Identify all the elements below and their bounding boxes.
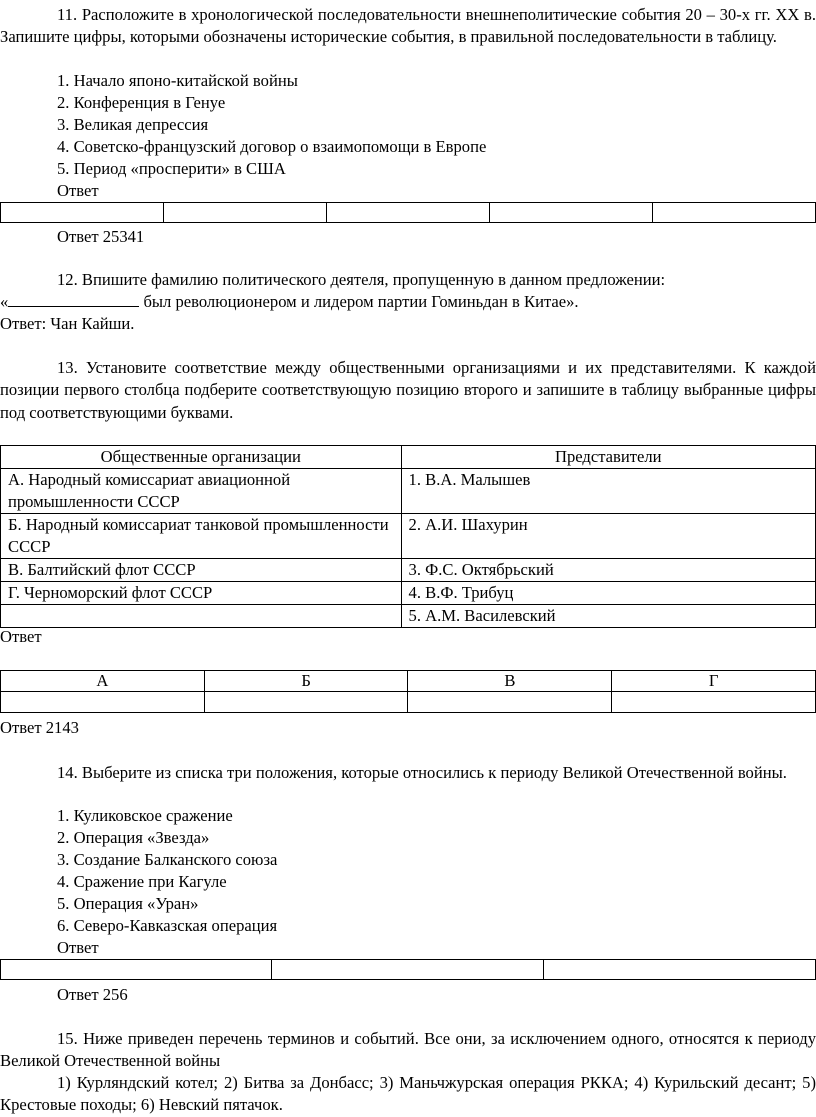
q11-option-2: 2. Конференция в Генуе <box>57 93 226 112</box>
letter-a: А <box>1 671 205 692</box>
q13-match-table <box>0 445 816 628</box>
q13-prompt: 13. Установите соответствие между общественными организациями и их представителями. К каждой позиции первого столбца подберите соответствующую позицию второго и запишите в таблицу выбранные цифры под соответствующими буквами. <box>0 358 816 422</box>
q13-row-left: Г. Черноморский флот СССР <box>1 582 402 605</box>
q12-prompt: 12. Впишите фамилию политического деятеля, пропущенную в данном предложении: <box>57 270 666 289</box>
q12-sentence <box>0 291 816 313</box>
q13-row-right: 4. В.Ф. Трибуц <box>401 582 815 605</box>
q12-answer: Ответ: Чан Кайши. <box>0 314 135 333</box>
q12-sentence-open: « <box>0 292 9 311</box>
q13-row-left: В. Балтийский флот СССР <box>1 559 402 582</box>
answer-cell[interactable] <box>489 203 652 223</box>
q11-prompt: 11. Расположите в хронологической последовательности внешнеполитические события 20 – 30-х гг. XX в. Запишите цифры, которыми обозначены исторические события, в правильной последовательности в таблицу. <box>0 5 816 47</box>
q11-answer-label: Ответ <box>57 181 99 200</box>
q12-sentence-rest: был революционером и лидером партии Гоминьдан в Китае». <box>139 292 579 311</box>
q15-prompt: 15. Ниже приведен перечень терминов и событий. Все они, за исключением одного, относятся к периоду Великой Отечественной войны <box>0 1029 816 1071</box>
q13-answer-table <box>0 670 816 713</box>
answer-cell[interactable] <box>1 960 272 980</box>
q11-option-1: 1. Начало японо-китайской войны <box>57 71 298 90</box>
q11-option-3: 3. Великая депрессия <box>57 115 209 134</box>
q13-row-right: 2. А.И. Шахурин <box>401 514 815 559</box>
q14-option-1: 1. Куликовское сражение <box>57 806 233 825</box>
q12-blank[interactable] <box>8 291 139 307</box>
q13-answer: Ответ 2143 <box>0 718 79 737</box>
q13-row-right: 1. В.А. Малышев <box>401 469 815 514</box>
q13-answer-label: Ответ <box>0 627 42 646</box>
q13-row-left: А. Народный комиссариат авиационной промышленности СССР <box>1 469 402 514</box>
letter-b: Б <box>204 671 408 692</box>
q11-option-4: 4. Советско-французский договор о взаимопомощи в Европе <box>57 137 487 156</box>
answer-cell[interactable] <box>204 692 408 713</box>
answer-cell[interactable] <box>164 203 327 223</box>
q13-col2-header: Представители <box>401 446 815 469</box>
q13-row-right: 5. А.М. Василевский <box>401 605 815 628</box>
q13-row-left: Б. Народный комиссариат танковой промышленности СССР <box>1 514 402 559</box>
answer-cell[interactable] <box>612 692 816 713</box>
answer-cell[interactable] <box>327 203 489 223</box>
q13-row-right: 3. Ф.С. Октябрьский <box>401 559 815 582</box>
q13-col1-header: Общественные организации <box>1 446 402 469</box>
answer-cell[interactable] <box>543 960 815 980</box>
q14-answer: Ответ 256 <box>57 985 128 1004</box>
q14-option-3: 3. Создание Балканского союза <box>57 850 278 869</box>
q11-option-5: 5. Период «просперити» в США <box>57 159 286 178</box>
q11-answer: Ответ 25341 <box>57 227 145 246</box>
q14-answer-label: Ответ <box>57 938 99 957</box>
answer-cell[interactable] <box>272 960 543 980</box>
letter-v: В <box>408 671 612 692</box>
q14-option-6: 6. Северо-Кавказская операция <box>57 916 278 935</box>
q14-option-2: 2. Операция «Звезда» <box>57 828 210 847</box>
q14-answer-table <box>0 959 816 980</box>
answer-cell[interactable] <box>408 692 612 713</box>
answer-cell[interactable] <box>1 692 205 713</box>
answer-cell[interactable] <box>1 203 164 223</box>
letter-g: Г <box>612 671 816 692</box>
q14-option-5: 5. Операция «Уран» <box>57 894 199 913</box>
q14-prompt: 14. Выберите из списка три положения, которые относились к периоду Великой Отечественной войны. <box>57 763 787 782</box>
q13-row-left <box>1 605 402 628</box>
q14-option-4: 4. Сражение при Кагуле <box>57 872 227 891</box>
q11-answer-table <box>0 202 816 223</box>
answer-cell[interactable] <box>652 203 815 223</box>
q15-items: 1) Курляндский котел; 2) Битва за Донбасс; 3) Маньчжурская операция РККА; 4) Курильский десант; 5) Крестовые походы; 6) Невский пятачок. <box>0 1073 816 1115</box>
